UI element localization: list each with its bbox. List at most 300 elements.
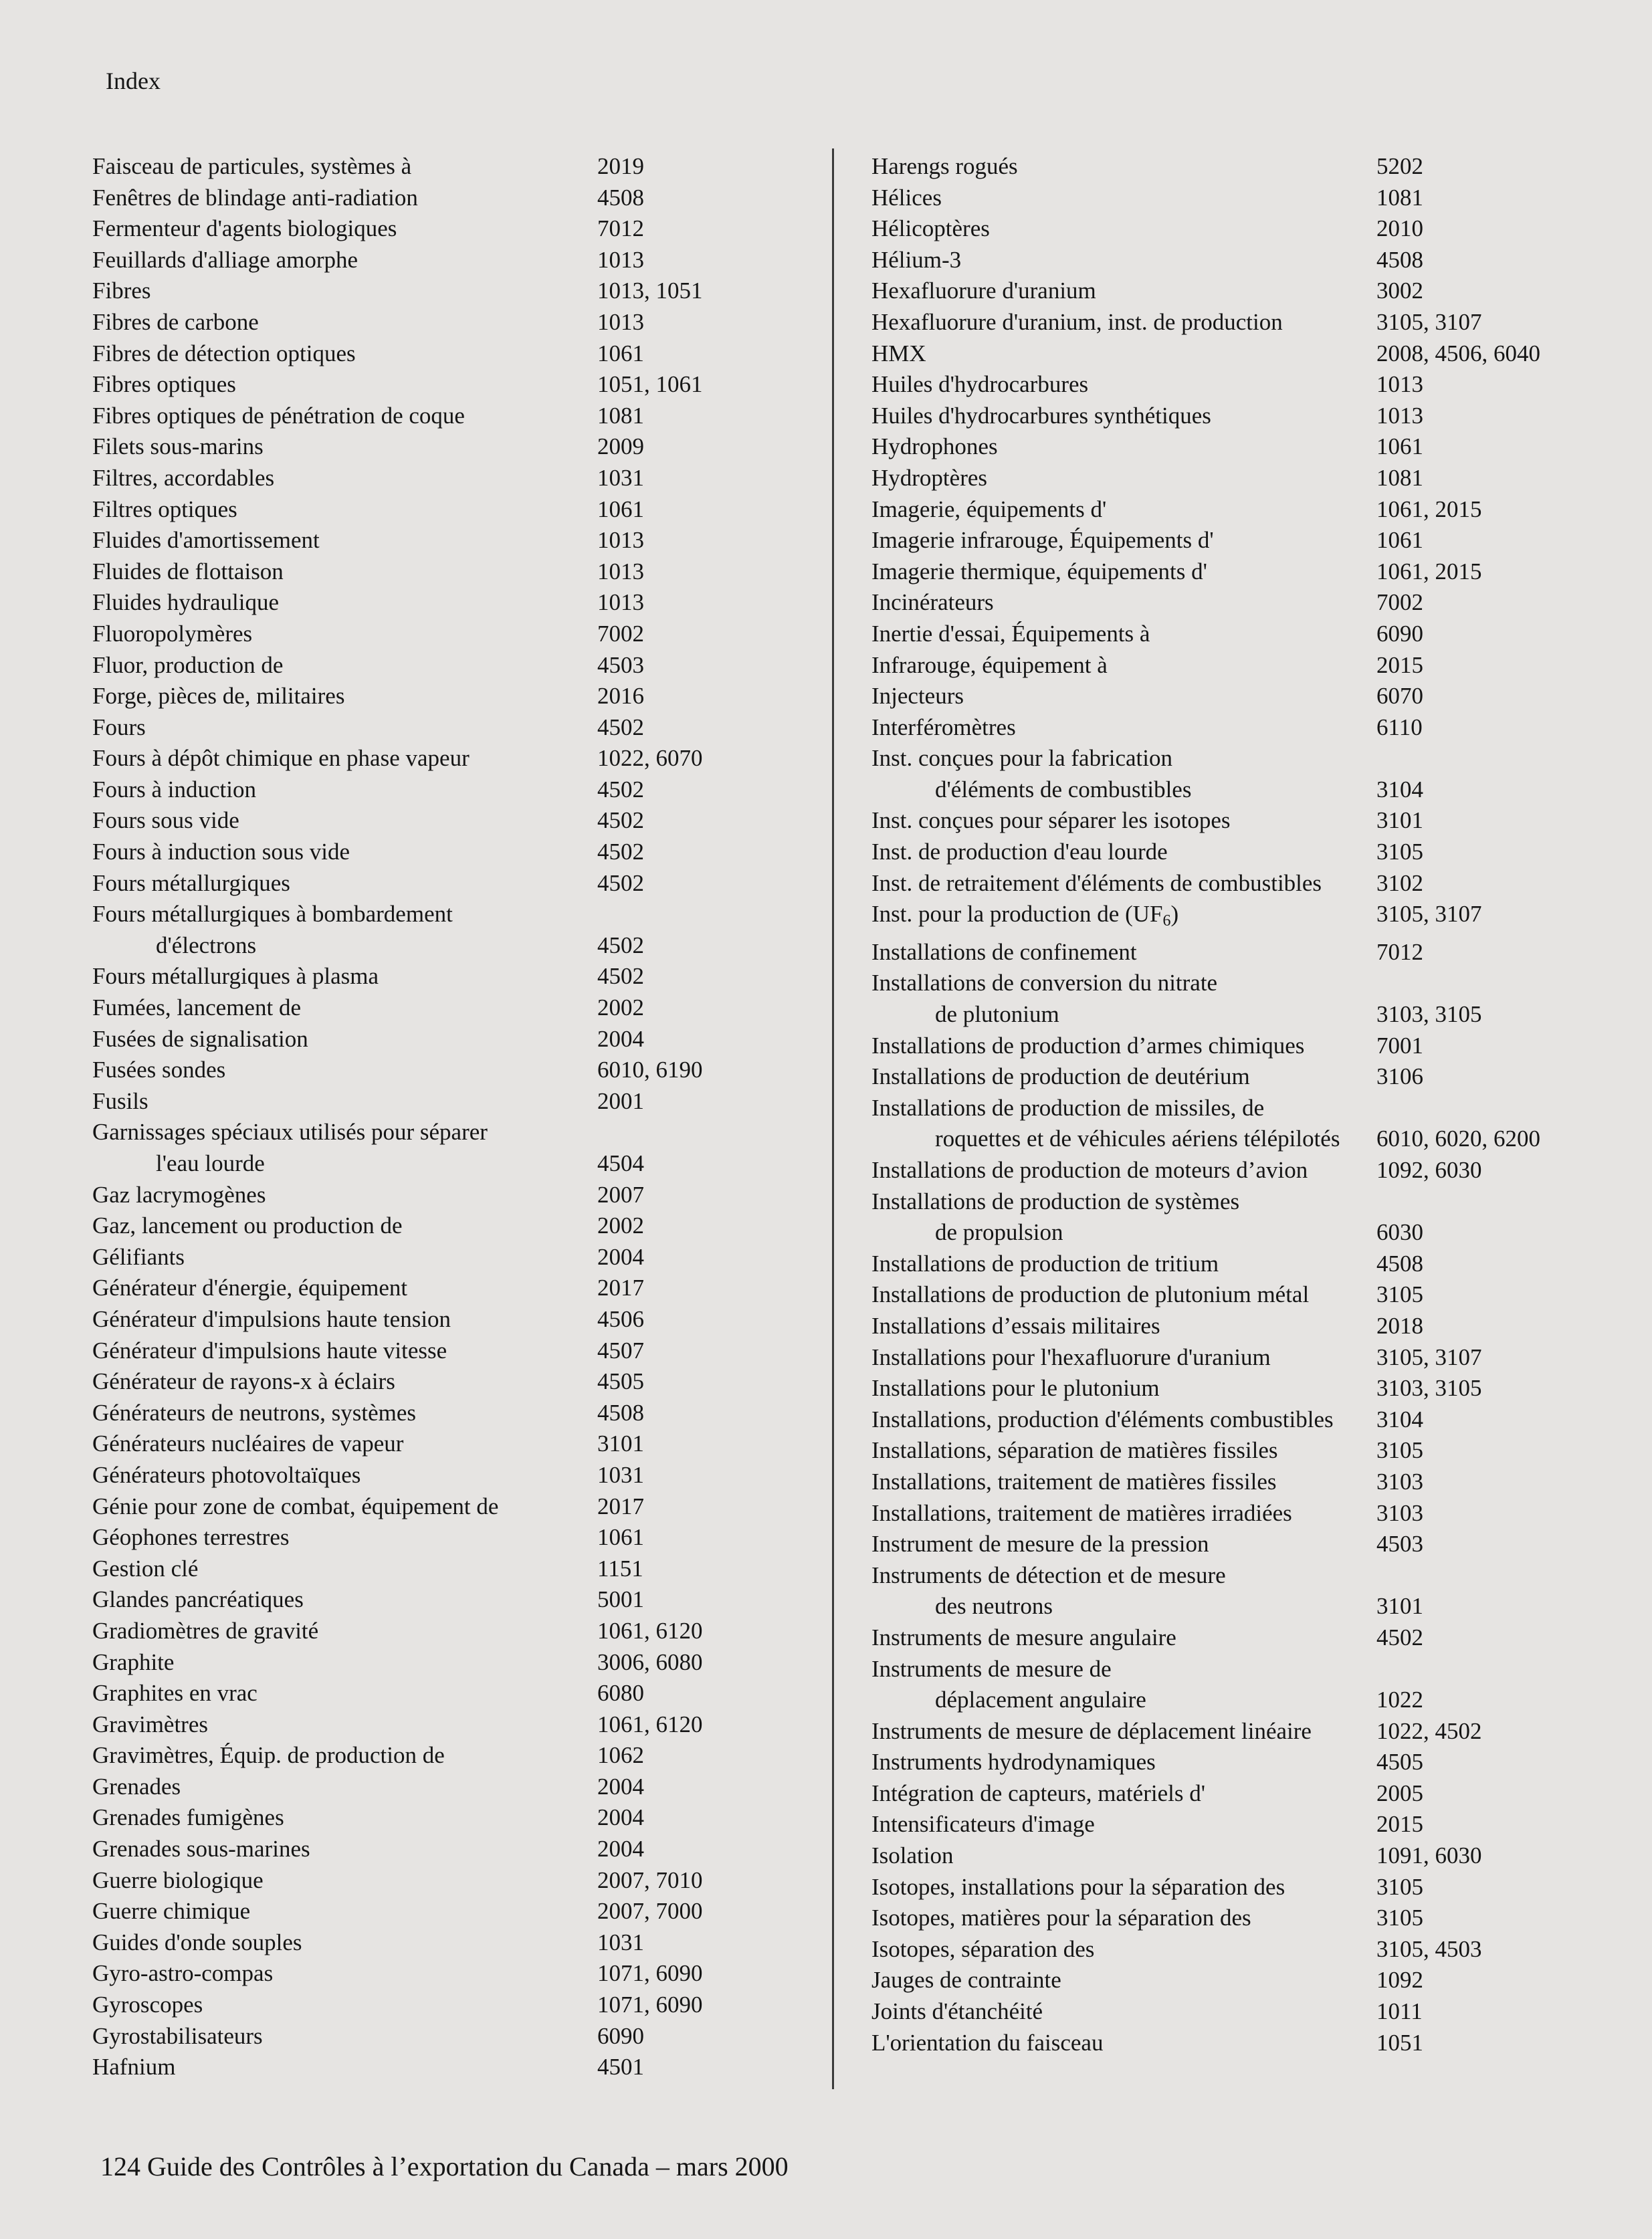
- index-term: [871, 401, 1376, 432]
- index-page-numbers: 2004: [597, 1804, 644, 1831]
- index-term-text: Fluoropolymères: [92, 620, 253, 647]
- index-page-numbers: 2010: [1376, 215, 1423, 242]
- index-entry: [92, 245, 815, 276]
- index-term: [871, 1031, 1376, 1062]
- index-entry: [871, 1529, 1634, 1560]
- index-page-numbers: 1061, 2015: [1376, 496, 1482, 522]
- index-term-text: Fibres optiques: [92, 371, 236, 398]
- index-term-text: Génie pour zone de combat, équipement de: [92, 1493, 499, 1519]
- index-term: [871, 681, 1376, 712]
- index-page-numbers: 2007, 7000: [597, 1898, 703, 1925]
- index-term-text: Installations d’essais militaires: [871, 1312, 1160, 1339]
- index-term: [92, 1180, 597, 1211]
- index-term: [871, 1373, 1376, 1404]
- index-page-numbers: 4505: [1376, 1749, 1423, 1776]
- index-term: [871, 556, 1376, 588]
- index-term: [871, 619, 1376, 650]
- index-term-text: Installations pour le plutonium: [871, 1375, 1160, 1402]
- index-term: [871, 1342, 1376, 1374]
- index-term-text: Huiles d'hydrocarbures synthétiques: [871, 402, 1211, 429]
- index-term-text: Intégration de capteurs, matériels d': [871, 1780, 1206, 1806]
- index-page-numbers: 3006, 6080: [597, 1648, 703, 1675]
- index-entry: [92, 556, 815, 588]
- index-entry: [871, 276, 1634, 307]
- index-entry: [92, 1242, 815, 1273]
- index-entry: [92, 1522, 815, 1554]
- index-entry: [871, 1778, 1634, 1810]
- index-entry: [871, 463, 1634, 494]
- index-entry: [92, 1055, 815, 1086]
- index-term-text: Gestion clé: [92, 1555, 199, 1582]
- index-term: [92, 276, 597, 307]
- index-page-numbers: 3105: [1376, 839, 1423, 865]
- index-term-continuation: de plutonium: [935, 1001, 1059, 1028]
- index-term: [92, 992, 597, 1024]
- index-term-text: Instruments hydrodynamiques: [871, 1749, 1156, 1776]
- index-entry: [871, 650, 1634, 681]
- index-entry: [871, 1903, 1634, 1934]
- index-term-text: Hélices: [871, 184, 942, 211]
- index-term-text: Installations, séparation de matières fissiles: [871, 1437, 1278, 1464]
- index-term: [92, 1709, 597, 1741]
- index-term-text: Installations de production de plutonium métal: [871, 1281, 1310, 1308]
- index-entry: [871, 1560, 1634, 1622]
- index-term: [92, 431, 597, 463]
- index-entry: [92, 1086, 815, 1117]
- index-page-numbers: 2002: [597, 1212, 644, 1239]
- index-term: [92, 1086, 597, 1117]
- index-entry: [92, 1336, 815, 1367]
- index-entry: [92, 1491, 815, 1523]
- index-page-numbers: 1061: [597, 496, 644, 522]
- index-term-text: Inst. conçues pour séparer les isotopes: [871, 807, 1231, 834]
- index-page-numbers: 1061, 6120: [597, 1617, 703, 1644]
- index-term: [871, 1186, 1376, 1249]
- index-page-numbers: 4502: [597, 932, 644, 958]
- index-entry: [871, 1186, 1634, 1249]
- index-term: [92, 1117, 597, 1179]
- index-entry: [871, 868, 1634, 899]
- index-term: [92, 1491, 597, 1523]
- index-term-text: Installations de confinement: [871, 938, 1137, 965]
- index-term: [871, 1747, 1376, 1778]
- index-term-text: Installations de production de missiles, de: [871, 1094, 1265, 1121]
- index-page-numbers: 1081: [1376, 464, 1423, 491]
- index-term: [92, 868, 597, 899]
- index-page-numbers: 3105: [1376, 1905, 1423, 1931]
- index-page-numbers: 1061: [1376, 433, 1423, 460]
- index-term-text: Inertie d'essai, Équipements à: [871, 620, 1150, 647]
- index-entry: [92, 1927, 815, 1959]
- index-entry: [92, 1024, 815, 1055]
- index-term: [871, 1654, 1376, 1716]
- index-term-text: Fluides d'amortissement: [92, 527, 320, 554]
- index-term: [92, 1958, 597, 1990]
- index-term: [92, 1366, 597, 1398]
- index-page-numbers: 4502: [597, 869, 644, 896]
- index-entry: [92, 2052, 815, 2083]
- index-term-text: Hexafluorure d'uranium: [871, 278, 1096, 304]
- index-entry: [871, 401, 1634, 432]
- index-entry: [871, 1809, 1634, 1840]
- index-term-text: Fours métallurgiques à plasma: [92, 963, 379, 990]
- index-page-numbers: 6010, 6190: [597, 1057, 703, 1083]
- index-term-text: Inst. de retraitement d'éléments de combustibles: [871, 869, 1322, 896]
- index-page-numbers: 1092, 6030: [1376, 1157, 1482, 1183]
- index-entry: [871, 1342, 1634, 1374]
- index-term: [871, 1498, 1376, 1529]
- index-term-text: Inst. conçues pour la fabrication: [871, 745, 1172, 772]
- index-page-numbers: 2019: [597, 153, 644, 179]
- index-page-numbers: 2001: [597, 1087, 644, 1114]
- index-page-numbers: 2018: [1376, 1312, 1423, 1339]
- index-term: [871, 1467, 1376, 1498]
- index-entry: [92, 805, 815, 837]
- index-entry: [871, 1467, 1634, 1498]
- index-term: [92, 494, 597, 526]
- index-term-text: Fours à dépôt chimique en phase vapeur: [92, 745, 470, 772]
- index-term: [871, 213, 1376, 245]
- index-entry: [92, 338, 815, 370]
- index-term: [92, 1647, 597, 1679]
- index-term: [871, 525, 1376, 556]
- index-term-text: Générateurs de neutrons, systèmes: [92, 1399, 417, 1426]
- index-term: [92, 369, 597, 401]
- index-term: [92, 650, 597, 681]
- index-term: [92, 1398, 597, 1429]
- index-page-numbers: 3105, 3107: [1376, 1344, 1482, 1370]
- index-page-numbers: 6090: [597, 2022, 644, 2049]
- index-term-text: Fluor, production de: [92, 651, 284, 678]
- index-page-numbers: 7012: [597, 215, 644, 242]
- index-entry: [92, 494, 815, 526]
- index-entry: [871, 712, 1634, 744]
- index-entry: [871, 2028, 1634, 2059]
- index-page-numbers: 1022, 6070: [597, 745, 703, 772]
- index-entry: [92, 1616, 815, 1647]
- index-entry: [92, 650, 815, 681]
- index-term: [92, 1772, 597, 1803]
- index-entry: [871, 1249, 1634, 1280]
- index-page-numbers: 6010, 6020, 6200: [1376, 1126, 1540, 1152]
- index-term: [92, 1616, 597, 1647]
- index-page-numbers: 1013: [597, 527, 644, 554]
- index-term-text: Isotopes, installations pour la séparation des: [871, 1873, 1285, 1900]
- index-page-numbers: 1013: [597, 589, 644, 616]
- index-page-numbers: 2017: [597, 1493, 644, 1519]
- index-page-numbers: 1031: [597, 464, 644, 491]
- index-page-numbers: 4505: [597, 1368, 644, 1395]
- index-entry: [92, 1554, 815, 1585]
- index-term: [92, 525, 597, 556]
- index-page-numbers: 2002: [597, 994, 644, 1021]
- index-term: [871, 868, 1376, 899]
- index-term: [92, 743, 597, 774]
- index-entry: [871, 431, 1634, 463]
- index-page-numbers: 1051: [1376, 2029, 1423, 2056]
- index-term: [92, 587, 597, 619]
- index-term-text: Hydroptères: [871, 464, 988, 491]
- index-page-numbers: 4502: [597, 963, 644, 990]
- index-page-numbers: 3105, 3107: [1376, 308, 1482, 335]
- index-entry: [871, 1155, 1634, 1186]
- index-term-text: Géophones terrestres: [92, 1524, 290, 1551]
- index-page-numbers: 1051, 1061: [597, 371, 703, 398]
- index-term-text: Filtres optiques: [92, 496, 237, 522]
- index-term-text: Générateur de rayons-x à éclairs: [92, 1368, 395, 1395]
- index-term-text: HMX: [871, 340, 926, 366]
- index-entry: [871, 1840, 1634, 1872]
- index-term-text: Imagerie, équipements d': [871, 496, 1107, 522]
- index-entry: [871, 1996, 1634, 2028]
- index-term-text: Fours métallurgiques à bombardement: [92, 901, 453, 928]
- index-term: [871, 1404, 1376, 1436]
- index-term-text: Installations, traitement de matières fissiles: [871, 1468, 1277, 1495]
- index-entry: [871, 1279, 1634, 1311]
- index-term-text: Installations de production de moteurs d’avion: [871, 1157, 1308, 1183]
- index-page-numbers: 4507: [597, 1337, 644, 1364]
- index-entry: [871, 1061, 1634, 1093]
- index-term-text: Isolation: [871, 1842, 954, 1869]
- index-term: [92, 1554, 597, 1585]
- index-entry: [871, 587, 1634, 619]
- index-page-numbers: 3101: [597, 1430, 644, 1457]
- index-page-numbers: 4502: [597, 714, 644, 740]
- index-term-text: Fusées sondes: [92, 1057, 226, 1083]
- index-term: [871, 2028, 1376, 2059]
- index-term-continuation: l'eau lourde: [156, 1150, 265, 1176]
- index-term-text: Instruments de mesure de: [871, 1655, 1112, 1682]
- index-term: [92, 961, 597, 992]
- index-page-numbers: 1071, 6090: [597, 1960, 703, 1987]
- index-page-numbers: 7002: [1376, 589, 1423, 616]
- index-page-numbers: 6090: [1376, 620, 1423, 647]
- index-term-text: Fluides de flottaison: [92, 558, 284, 584]
- index-entry: [92, 2021, 815, 2052]
- index-page-numbers: 1061: [597, 340, 644, 366]
- index-term: [92, 1802, 597, 1834]
- index-term: [92, 151, 597, 183]
- index-term-text: Gaz lacrymogènes: [92, 1181, 266, 1208]
- index-term-text: Hydrophones: [871, 433, 998, 460]
- index-entry: [92, 1678, 815, 1709]
- index-term-text: Fusées de signalisation: [92, 1025, 308, 1052]
- index-term: [871, 1560, 1376, 1622]
- index-page-numbers: 1061: [1376, 527, 1423, 554]
- index-entry: [92, 1834, 815, 1865]
- index-term-continuation: des neutrons: [935, 1593, 1053, 1620]
- index-entry: [871, 619, 1634, 650]
- index-term: [92, 1210, 597, 1242]
- index-term: [92, 1834, 597, 1865]
- index-page-numbers: 1061, 6120: [597, 1711, 703, 1737]
- index-term: [871, 1934, 1376, 1965]
- index-page-numbers: 6110: [1376, 714, 1423, 740]
- index-term: [92, 338, 597, 370]
- index-page-numbers: 1061: [597, 1524, 644, 1551]
- index-term: [871, 1840, 1376, 1872]
- index-entry: [871, 805, 1634, 837]
- index-term: [92, 463, 597, 494]
- index-entry: [92, 525, 815, 556]
- page-footer: 124 Guide des Contrôles à l’exportation du Canada – mars 2000: [100, 2151, 789, 2181]
- index-entry: [871, 494, 1634, 526]
- index-entry: [871, 937, 1634, 968]
- index-term-text: Fours: [92, 714, 146, 740]
- index-entry: [871, 1654, 1634, 1716]
- index-term: [871, 1716, 1376, 1747]
- index-term: [871, 1155, 1376, 1186]
- index-term: [871, 494, 1376, 526]
- index-page-numbers: 1013, 1051: [597, 278, 703, 304]
- index-term: [92, 1460, 597, 1491]
- index-term-text: Infrarouge, équipement à: [871, 651, 1108, 678]
- index-term: [92, 1336, 597, 1367]
- index-entry: [871, 1716, 1634, 1747]
- index-entry: [871, 968, 1634, 1030]
- index-page-numbers: 3101: [1376, 1593, 1423, 1620]
- index-entry: [871, 213, 1634, 245]
- index-page-numbers: 2008, 4506, 6040: [1376, 340, 1540, 366]
- index-page-numbers: 1013: [1376, 371, 1423, 398]
- index-page-numbers: 2015: [1376, 1811, 1423, 1838]
- index-page-numbers: 1091, 6030: [1376, 1842, 1482, 1869]
- index-page-numbers: 3002: [1376, 278, 1423, 304]
- index-term-text: Imagerie thermique, équipements d': [871, 558, 1207, 584]
- index-entry: [92, 307, 815, 338]
- index-term: [871, 1249, 1376, 1280]
- index-entry: [92, 743, 815, 774]
- index-term: [871, 968, 1376, 1030]
- index-term-text: Fermenteur d'agents biologiques: [92, 215, 397, 242]
- index-entry: [871, 183, 1634, 214]
- index-term: [871, 712, 1376, 744]
- index-term: [871, 338, 1376, 370]
- index-term: [871, 431, 1376, 463]
- index-term-text: Installations de conversion du nitrate: [871, 970, 1218, 996]
- index-entry: [92, 1273, 815, 1304]
- index-term: [871, 1965, 1376, 1996]
- index-term-text: Grenades sous-marines: [92, 1836, 310, 1862]
- index-term-text: Fluides hydraulique: [92, 589, 279, 616]
- index-term: [871, 805, 1376, 837]
- index-entry: [871, 899, 1634, 937]
- index-term: [92, 837, 597, 868]
- index-term: [92, 1896, 597, 1927]
- index-entry: [871, 837, 1634, 868]
- index-term: [92, 805, 597, 837]
- index-entry: [871, 307, 1634, 338]
- index-term-text: Instruments de détection et de mesure: [871, 1562, 1226, 1588]
- index-term-suffix: ): [1170, 901, 1179, 928]
- index-entry: [92, 1896, 815, 1927]
- index-page-numbers: 4502: [1376, 1624, 1423, 1650]
- index-entry: [871, 1435, 1634, 1467]
- index-term-continuation: d'éléments de combustibles: [935, 776, 1192, 803]
- index-entry: [92, 431, 815, 463]
- index-page-numbers: 7012: [1376, 938, 1423, 965]
- index-entry: [92, 1460, 815, 1491]
- index-term-text: Générateurs photovoltaïques: [92, 1461, 361, 1488]
- index-term: [871, 837, 1376, 868]
- index-term-text: Graphites en vrac: [92, 1680, 257, 1707]
- index-entry: [92, 899, 815, 961]
- index-entry: [871, 369, 1634, 401]
- index-entry: [92, 1802, 815, 1834]
- index-term-text: Filets sous-marins: [92, 433, 264, 460]
- index-term-text: Guerre chimique: [92, 1898, 251, 1925]
- index-term-text: Injecteurs: [871, 683, 964, 710]
- index-page-numbers: 5001: [597, 1586, 644, 1613]
- index-entry: [92, 992, 815, 1024]
- index-page-numbers: 3103, 3105: [1376, 1375, 1482, 1402]
- index-page-numbers: 3104: [1376, 1406, 1423, 1432]
- index-entry: [871, 1373, 1634, 1404]
- index-term-text: Installations, production d'éléments combustibles: [871, 1406, 1334, 1432]
- index-page-numbers: 4508: [597, 184, 644, 211]
- index-term-text: Gyrostabilisateurs: [92, 2022, 263, 2049]
- index-page-numbers: 4502: [597, 807, 644, 834]
- index-page-numbers: 3103: [1376, 1468, 1423, 1495]
- index-entry: [92, 1180, 815, 1211]
- index-term: [92, 774, 597, 806]
- index-term-text: Fibres optiques de pénétration de coque: [92, 402, 465, 429]
- index-term: [92, 1927, 597, 1959]
- index-entry: [92, 463, 815, 494]
- index-page-numbers: 1151: [597, 1555, 643, 1582]
- index-term: [871, 1872, 1376, 1903]
- index-page-numbers: 3104: [1376, 776, 1423, 803]
- index-entry: [92, 1958, 815, 1990]
- index-term-text: Gyroscopes: [92, 1992, 203, 2018]
- index-term-text: Guerre biologique: [92, 1867, 264, 1893]
- index-term-text: Glandes pancréatiques: [92, 1586, 304, 1613]
- index-term: [92, 2021, 597, 2052]
- index-page-numbers: 4503: [597, 651, 644, 678]
- index-term: [92, 556, 597, 588]
- index-entry: [871, 1622, 1634, 1654]
- index-term-text: L'orientation du faisceau: [871, 2029, 1104, 2056]
- index-page-numbers: 2016: [597, 683, 644, 710]
- index-entry: [871, 525, 1634, 556]
- index-term: [92, 712, 597, 744]
- index-entry: [871, 1872, 1634, 1903]
- index-term: [871, 151, 1376, 183]
- index-page-numbers: 2004: [597, 1773, 644, 1800]
- index-term: [92, 1678, 597, 1709]
- index-term-text: Jauges de contrainte: [871, 1967, 1061, 1994]
- index-term-text: Inst. pour la production de (UF: [871, 901, 1163, 928]
- index-term-text: Fumées, lancement de: [92, 994, 301, 1021]
- index-term: [92, 183, 597, 214]
- index-entry: [92, 369, 815, 401]
- index-page-numbers: 1061, 2015: [1376, 558, 1482, 584]
- index-page-numbers: 4502: [597, 776, 644, 803]
- index-term-text: Fenêtres de blindage anti-radiation: [92, 184, 418, 211]
- index-term: [871, 587, 1376, 619]
- index-term: [871, 276, 1376, 307]
- index-entry: [871, 1934, 1634, 1965]
- index-entry: [92, 1990, 815, 2021]
- index-term-text: Fours à induction sous vide: [92, 839, 350, 865]
- index-term: [871, 369, 1376, 401]
- index-term-text: Gyro-astro-compas: [92, 1960, 274, 1987]
- index-entry: [92, 1772, 815, 1803]
- index-term-text: Grenades fumigènes: [92, 1804, 284, 1831]
- index-term-text: Forge, pièces de, militaires: [92, 683, 345, 710]
- index-term-text: Isotopes, séparation des: [871, 1935, 1095, 1962]
- index-entry: [92, 1304, 815, 1336]
